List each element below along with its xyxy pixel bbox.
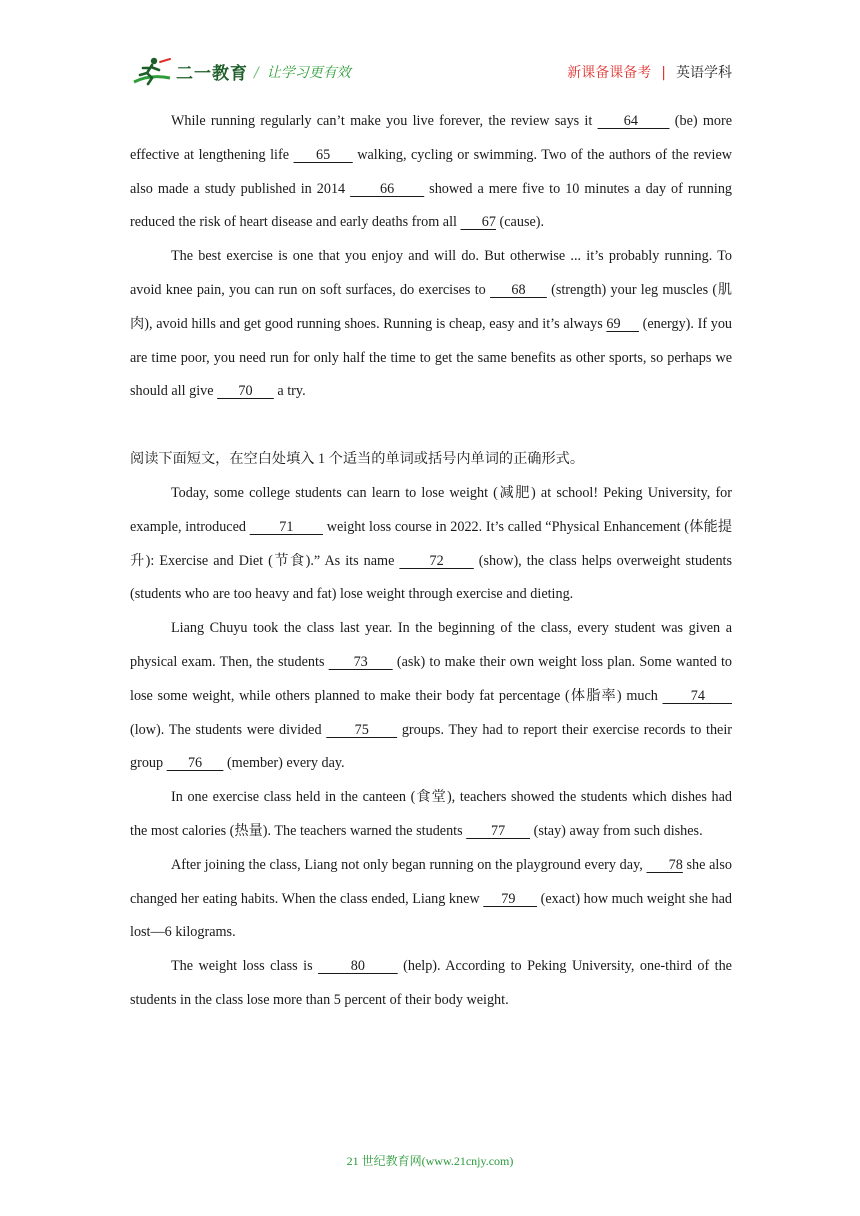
blank-66: 66 bbox=[350, 180, 425, 197]
text-run: showed a mere five to 10 minutes a day of running reduced the risk of heart disease and early deaths from all bbox=[130, 180, 733, 231]
slogan bbox=[254, 62, 351, 82]
text-run: (show), the class helps overweight students (students who are too heavy and fat) lose weight through exercise and dieting. bbox=[130, 552, 732, 603]
blank-70: 70 bbox=[217, 383, 274, 400]
blank-69: 69 bbox=[606, 315, 639, 332]
passage2-paragraph-4 bbox=[130, 849, 732, 950]
blank-79: 79 bbox=[483, 890, 538, 907]
text-run: (be) more effective at lengthening life bbox=[130, 113, 732, 163]
text-run: (strength) your leg muscles (肌肉), avoid hills and get good running shoes. Running is cheap, easy and it’s always bbox=[130, 281, 733, 332]
passage2-paragraph-3 bbox=[130, 781, 732, 849]
text-run: In one exercise class held in the canteen (食堂), teachers showed the students which dishes had the most calories (热量). The teachers warned the students bbox=[130, 789, 732, 839]
text-run: After joining the class, Liang not only began running on the playground every day, bbox=[171, 856, 647, 873]
text-run: Today, some college students can learn to lose weight (减肥) at school! Peking University, for example, introduced bbox=[130, 484, 732, 535]
blank-78: 78 bbox=[646, 856, 683, 873]
section-gap bbox=[130, 409, 732, 443]
text-run: (low). The students were divided bbox=[130, 721, 327, 738]
blank-71: 71 bbox=[249, 518, 324, 535]
text-run: walking, cycling or swimming. Two of the authors of the review also made a study published in 2014 bbox=[130, 146, 733, 197]
runner-logo-icon bbox=[130, 56, 174, 86]
header-right bbox=[567, 62, 732, 82]
blank-76: 76 bbox=[166, 755, 224, 772]
blank-67: 67 bbox=[460, 214, 496, 231]
text-run: (cause). bbox=[495, 214, 545, 231]
blank-72: 72 bbox=[399, 552, 474, 569]
text-run: Liang Chuyu took the class last year. In the beginning of the class, every student was given a physical exam. Then, the students bbox=[130, 620, 732, 670]
prep-label: 新课备课备考 bbox=[567, 65, 652, 81]
passage2-paragraph-2 bbox=[130, 612, 732, 781]
subject-label: 英语学科 bbox=[676, 65, 732, 81]
text-run: (exact) how much weight she had lost—6 kilograms. bbox=[130, 890, 733, 941]
text-run: (stay) away from such dishes. bbox=[530, 822, 703, 839]
text-run: While running regularly can’t make you live forever, the review says it bbox=[171, 113, 598, 129]
text-run: The weight loss class is bbox=[171, 958, 319, 975]
text-run: (help). According to Peking University, one-third of the students in the class lose more than 5 percent of their body weight. bbox=[130, 958, 732, 1008]
blank-74: 74 bbox=[662, 687, 732, 704]
slogan-text: 让学习更有效 bbox=[266, 65, 351, 81]
text-run: (member) every day. bbox=[223, 755, 345, 772]
document-body bbox=[130, 105, 732, 1018]
blank-65: 65 bbox=[293, 146, 353, 163]
blank-77: 77 bbox=[466, 822, 531, 839]
passage2-paragraph-1 bbox=[130, 477, 732, 612]
text-run: she also changed her eating habits. When the class ended, Liang knew bbox=[130, 856, 732, 907]
exercise-instruction: 阅读下面短文，在空白处填入 1 个适当的单词或括号内单词的正确形式。 bbox=[130, 451, 585, 468]
brand-logo bbox=[130, 56, 248, 86]
slogan-divider: / bbox=[254, 65, 259, 81]
text-run: groups. They had to report their exercise records to their group bbox=[130, 721, 733, 772]
passage2-paragraph-5 bbox=[130, 950, 732, 1018]
blank-64: 64 bbox=[597, 113, 670, 129]
text-run: The best exercise is one that you enjoy and will do. But otherwise ... it’s probably running. To avoid knee pain, you can run on soft surfaces, do exercises to bbox=[130, 248, 732, 298]
text-run: weight loss course in 2022. It’s called “Physical Enhancement (体能提升): Exercise and Diet (节食).” As its name bbox=[130, 518, 733, 569]
blank-68: 68 bbox=[490, 281, 547, 298]
text-run: (energy). If you are time poor, you need run for only half the time to get the same benefits as other sports, so perhaps we should all give bbox=[130, 315, 733, 400]
page-footer: 21 世纪教育网(www.21cnjy.com) bbox=[346, 1154, 514, 1168]
text-run: a try. bbox=[273, 383, 306, 400]
brand-name: 二一教育 bbox=[176, 63, 248, 84]
text-run: (ask) to make their own weight loss plan. Some wanted to lose some weight, while others planned to make their body fat percentage (体脂率) much bbox=[130, 653, 732, 704]
page-header bbox=[130, 52, 732, 92]
passage1-paragraph-2 bbox=[130, 240, 732, 409]
passage1-paragraph-1 bbox=[130, 105, 732, 240]
blank-75: 75 bbox=[326, 721, 398, 738]
blank-73: 73 bbox=[328, 653, 393, 670]
header-separator: | bbox=[661, 65, 666, 81]
blank-80: 80 bbox=[318, 958, 398, 975]
